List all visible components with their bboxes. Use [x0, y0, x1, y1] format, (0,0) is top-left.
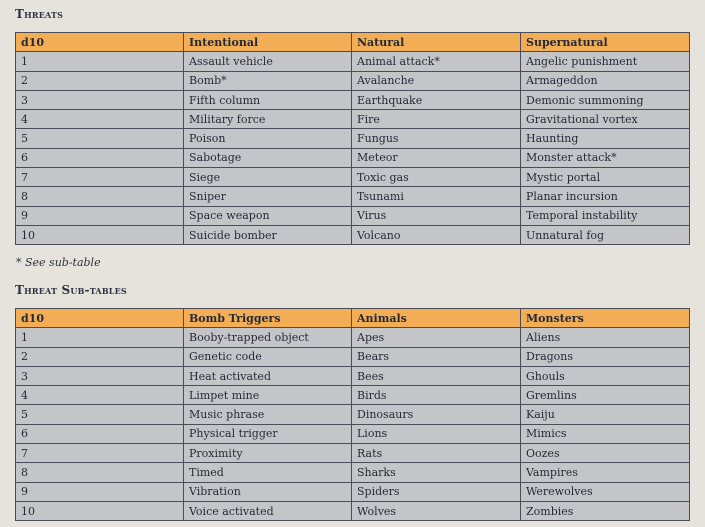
table-cell: Zombies: [521, 501, 690, 520]
table-cell: Suicide bomber: [184, 225, 352, 244]
column-header-bomb-triggers: Bomb Triggers: [184, 309, 352, 328]
table-cell: Werewolves: [521, 482, 690, 501]
table-cell: Earthquake: [352, 90, 521, 109]
table-row: [16, 148, 690, 167]
table-cell: Military force: [184, 110, 352, 129]
table-cell: Avalanche: [352, 71, 521, 90]
table-cell: Dinosaurs: [352, 405, 521, 424]
table-cell: Mimics: [521, 424, 690, 443]
table-cell: Fifth column: [184, 90, 352, 109]
table-cell: Animal attack*: [352, 52, 521, 71]
table-row: [16, 90, 690, 109]
table-cell: Meteor: [352, 148, 521, 167]
table-row: [16, 206, 690, 225]
column-header-d10: d10: [16, 33, 184, 52]
table-cell: Mystic portal: [521, 168, 690, 187]
table-cell: Unnatural fog: [521, 225, 690, 244]
table-cell: Gravitational vortex: [521, 110, 690, 129]
table-cell: 5: [16, 129, 184, 148]
table-cell: Fire: [352, 110, 521, 129]
table-cell: Oozes: [521, 444, 690, 463]
table-cell: Music phrase: [184, 405, 352, 424]
table-row: [16, 366, 690, 385]
table-cell: Limpet mine: [184, 386, 352, 405]
table-cell: 8: [16, 187, 184, 206]
table-cell: Voice activated: [184, 501, 352, 520]
threats-header-row: [16, 33, 690, 52]
table-cell: Temporal instability: [521, 206, 690, 225]
table-cell: Sharks: [352, 463, 521, 482]
table-cell: 6: [16, 148, 184, 167]
subtables-table: [15, 308, 690, 521]
table-cell: 10: [16, 501, 184, 520]
table-cell: 4: [16, 110, 184, 129]
table-row: [16, 482, 690, 501]
table-row: [16, 328, 690, 347]
table-row: [16, 424, 690, 443]
table-cell: 7: [16, 168, 184, 187]
column-header-natural: Natural: [352, 33, 521, 52]
table-cell: Gremlins: [521, 386, 690, 405]
table-row: [16, 444, 690, 463]
table-cell: Booby-trapped object: [184, 328, 352, 347]
table-cell: Volcano: [352, 225, 521, 244]
table-cell: Apes: [352, 328, 521, 347]
table-cell: 3: [16, 90, 184, 109]
footnote: * See sub-table: [16, 256, 101, 269]
table-cell: 7: [16, 444, 184, 463]
table-cell: Armageddon: [521, 71, 690, 90]
table-cell: Tsunami: [352, 187, 521, 206]
column-header-intentional: Intentional: [184, 33, 352, 52]
table-cell: Proximity: [184, 444, 352, 463]
table-cell: Sniper: [184, 187, 352, 206]
table-cell: Fungus: [352, 129, 521, 148]
table-cell: Timed: [184, 463, 352, 482]
table-cell: Physical trigger: [184, 424, 352, 443]
table-cell: 5: [16, 405, 184, 424]
column-header-animals: Animals: [352, 309, 521, 328]
table-cell: Wolves: [352, 501, 521, 520]
table-cell: Birds: [352, 386, 521, 405]
table-cell: Sabotage: [184, 148, 352, 167]
table-row: [16, 463, 690, 482]
threats-table: [15, 32, 690, 245]
table-cell: Poison: [184, 129, 352, 148]
column-header-supernatural: Supernatural: [521, 33, 690, 52]
table-row: [16, 386, 690, 405]
table-cell: 3: [16, 366, 184, 385]
table-cell: 2: [16, 71, 184, 90]
column-header-d10: d10: [16, 309, 184, 328]
table-cell: Aliens: [521, 328, 690, 347]
column-header-monsters: Monsters: [521, 309, 690, 328]
table-cell: Dragons: [521, 347, 690, 366]
table-cell: 10: [16, 225, 184, 244]
table-cell: Bears: [352, 347, 521, 366]
table-row: [16, 225, 690, 244]
table-cell: Toxic gas: [352, 168, 521, 187]
table-cell: 4: [16, 386, 184, 405]
table-row: [16, 187, 690, 206]
table-cell: Monster attack*: [521, 148, 690, 167]
table-cell: 1: [16, 328, 184, 347]
table-cell: Siege: [184, 168, 352, 187]
table-cell: Virus: [352, 206, 521, 225]
table-row: [16, 110, 690, 129]
table-cell: Spiders: [352, 482, 521, 501]
table-row: [16, 501, 690, 520]
table-cell: Lions: [352, 424, 521, 443]
table-cell: Heat activated: [184, 366, 352, 385]
table-cell: Bees: [352, 366, 521, 385]
table-cell: Genetic code: [184, 347, 352, 366]
table-row: [16, 129, 690, 148]
table-row: [16, 52, 690, 71]
table-cell: 9: [16, 482, 184, 501]
table-cell: Vampires: [521, 463, 690, 482]
table-cell: Space weapon: [184, 206, 352, 225]
table-cell: Assault vehicle: [184, 52, 352, 71]
table-cell: Vibration: [184, 482, 352, 501]
table-cell: Ghouls: [521, 366, 690, 385]
table-row: [16, 347, 690, 366]
table-row: [16, 71, 690, 90]
threats-heading: Threats: [15, 7, 64, 21]
table-row: [16, 168, 690, 187]
table-cell: Planar incursion: [521, 187, 690, 206]
subtables-heading: Threat Sub-tables: [15, 283, 127, 297]
table-cell: 2: [16, 347, 184, 366]
table-cell: Demonic summoning: [521, 90, 690, 109]
table-cell: Kaiju: [521, 405, 690, 424]
table-cell: Haunting: [521, 129, 690, 148]
table-cell: 8: [16, 463, 184, 482]
table-cell: Rats: [352, 444, 521, 463]
table-cell: 6: [16, 424, 184, 443]
table-cell: 9: [16, 206, 184, 225]
subtables-header-row: [16, 309, 690, 328]
table-cell: Bomb*: [184, 71, 352, 90]
table-cell: Angelic punishment: [521, 52, 690, 71]
table-row: [16, 405, 690, 424]
table-cell: 1: [16, 52, 184, 71]
